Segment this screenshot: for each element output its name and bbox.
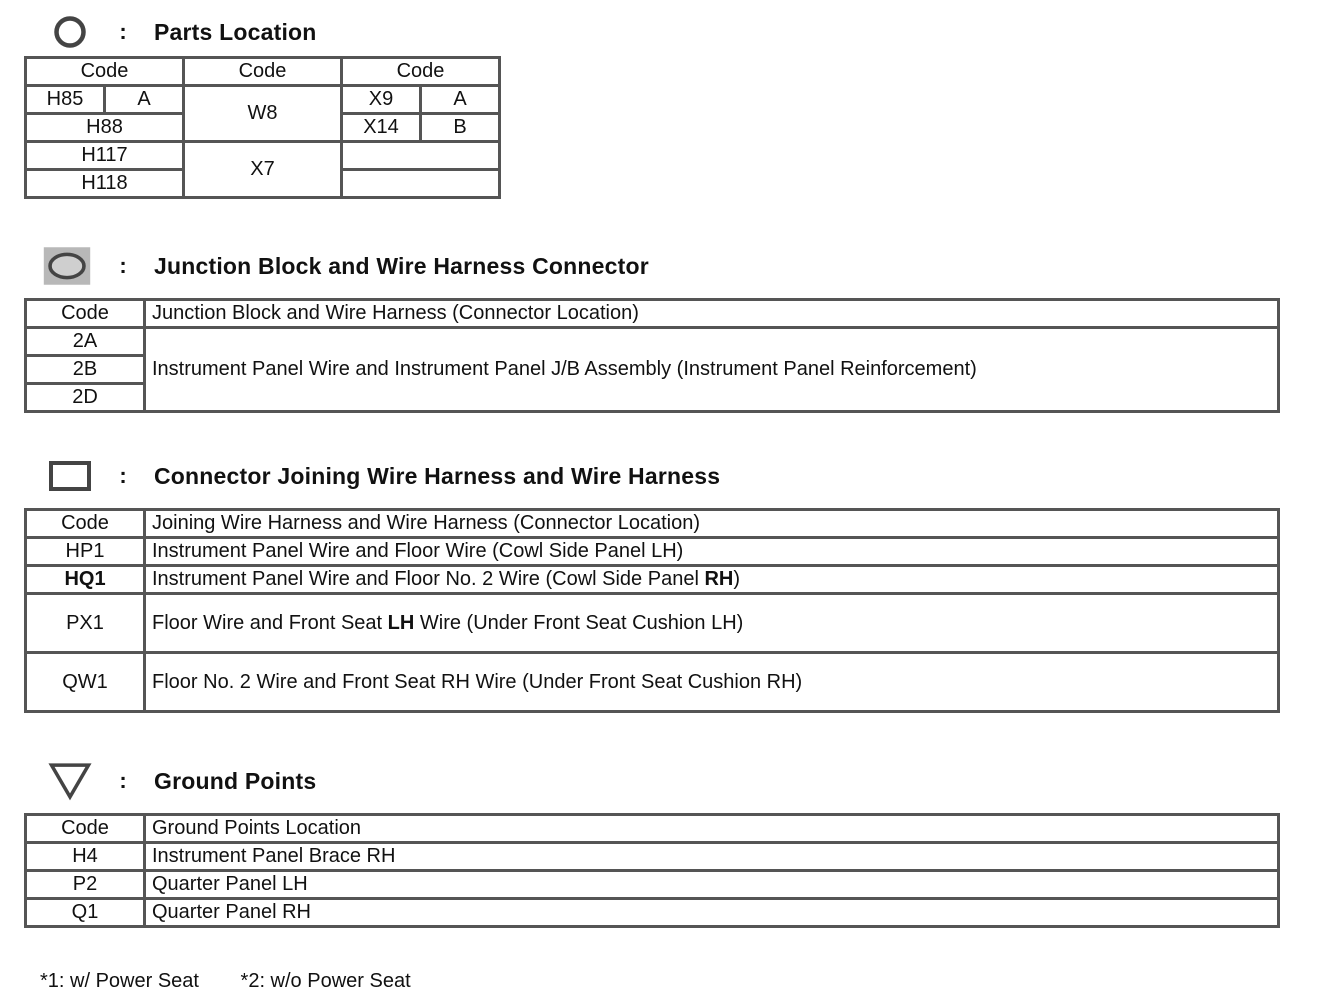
table-header-row xyxy=(26,300,1279,328)
code-sub-cell: A xyxy=(421,86,500,114)
description-text: Instrument Panel Wire and Floor No. 2 Wire (Cowl Side Panel xyxy=(152,568,705,590)
connector-joining-heading xyxy=(48,454,720,498)
table-row xyxy=(26,843,1279,871)
location-header: Junction Block and Wire Harness (Connector Location) xyxy=(145,300,1279,328)
table-row xyxy=(26,653,1279,712)
column-header: Code xyxy=(26,58,184,86)
table-header-row xyxy=(26,510,1279,538)
column-header: Code xyxy=(184,58,342,86)
table-row xyxy=(26,566,1279,594)
column-header: Code xyxy=(342,58,500,86)
code-header: Code xyxy=(26,300,145,328)
code-cell: X7 xyxy=(184,142,342,198)
ground-points-heading xyxy=(48,759,316,803)
heading-separator: : xyxy=(119,768,127,793)
location-header: Ground Points Location xyxy=(145,815,1279,843)
empty-cell xyxy=(342,142,500,170)
description-text: Wire (Under Front Seat Cushion LH) xyxy=(414,611,744,634)
description-emphasis: RH xyxy=(704,568,734,590)
code-cell: W8 xyxy=(184,86,342,142)
code-cell: 2D xyxy=(26,384,145,412)
parts-location-heading xyxy=(48,10,317,54)
code-cell: HP1 xyxy=(26,538,145,566)
triangle-down-icon xyxy=(48,759,92,803)
heading-separator: : xyxy=(119,253,127,278)
table-header-row xyxy=(26,815,1279,843)
description-cell xyxy=(145,594,1279,653)
code-header: Code xyxy=(26,510,145,538)
table-row xyxy=(26,871,1279,899)
table-row xyxy=(26,142,500,170)
description-cell: Floor No. 2 Wire and Front Seat RH Wire (Under Front Seat Cushion RH) xyxy=(145,653,1279,712)
description-text: Floor Wire and Front Seat xyxy=(152,611,388,634)
code-cell: H118 xyxy=(26,170,184,198)
description-cell xyxy=(145,566,1279,594)
code-cell: HQ1 xyxy=(26,566,145,594)
table-row xyxy=(26,899,1279,927)
section-title: Connector Joining Wire Harness and Wire Harness xyxy=(154,462,721,489)
empty-cell xyxy=(342,170,500,198)
code-cell: Q1 xyxy=(26,899,145,927)
heading-separator: : xyxy=(119,19,127,44)
code-cell: H117 xyxy=(26,142,184,170)
junction-block-table xyxy=(24,298,1280,413)
code-cell: 2B xyxy=(26,356,145,384)
code-sub-cell: B xyxy=(421,114,500,142)
section-title: Parts Location xyxy=(154,18,317,45)
code-cell: 2A xyxy=(26,328,145,356)
code-cell: QW1 xyxy=(26,653,145,712)
code-sub-cell: A xyxy=(105,86,184,114)
table-header-row xyxy=(26,58,500,86)
description-cell: Instrument Panel Wire and Instrument Panel J/B Assembly (Instrument Panel Reinforcement) xyxy=(145,328,1279,412)
footnote: *1: w/ Power Seat xyxy=(40,970,199,992)
section-title: Junction Block and Wire Harness Connector xyxy=(154,252,649,279)
junction-block-heading xyxy=(48,244,649,288)
code-cell: X14 xyxy=(342,114,421,142)
code-cell: PX1 xyxy=(26,594,145,653)
description-cell: Quarter Panel RH xyxy=(145,899,1279,927)
heading-separator: : xyxy=(119,463,127,488)
location-header: Joining Wire Harness and Wire Harness (Connector Location) xyxy=(145,510,1279,538)
table-row xyxy=(26,538,1279,566)
description-cell: Instrument Panel Wire and Floor Wire (Cowl Side Panel LH) xyxy=(145,538,1279,566)
rectangle-icon xyxy=(48,454,92,498)
section-title: Ground Points xyxy=(154,767,317,794)
description-text: ) xyxy=(733,568,741,590)
parts-location-table xyxy=(24,56,501,199)
open-circle-icon xyxy=(48,10,92,54)
description-cell: Quarter Panel LH xyxy=(145,871,1279,899)
footnote: *2: w/o Power Seat xyxy=(240,970,411,992)
code-cell: H85 xyxy=(26,86,105,114)
code-cell: X9 xyxy=(342,86,421,114)
code-header: Code xyxy=(26,815,145,843)
shaded-oval-icon xyxy=(48,244,92,288)
code-cell: P2 xyxy=(26,871,145,899)
code-cell: H4 xyxy=(26,843,145,871)
ground-points-table xyxy=(24,813,1280,928)
table-row xyxy=(26,594,1279,653)
table-row xyxy=(26,328,1279,356)
table-row xyxy=(26,86,500,114)
footnotes xyxy=(40,970,447,993)
description-cell: Instrument Panel Brace RH xyxy=(145,843,1279,871)
connector-joining-table xyxy=(24,508,1280,713)
code-cell: H88 xyxy=(26,114,184,142)
description-emphasis: LH xyxy=(387,611,415,634)
